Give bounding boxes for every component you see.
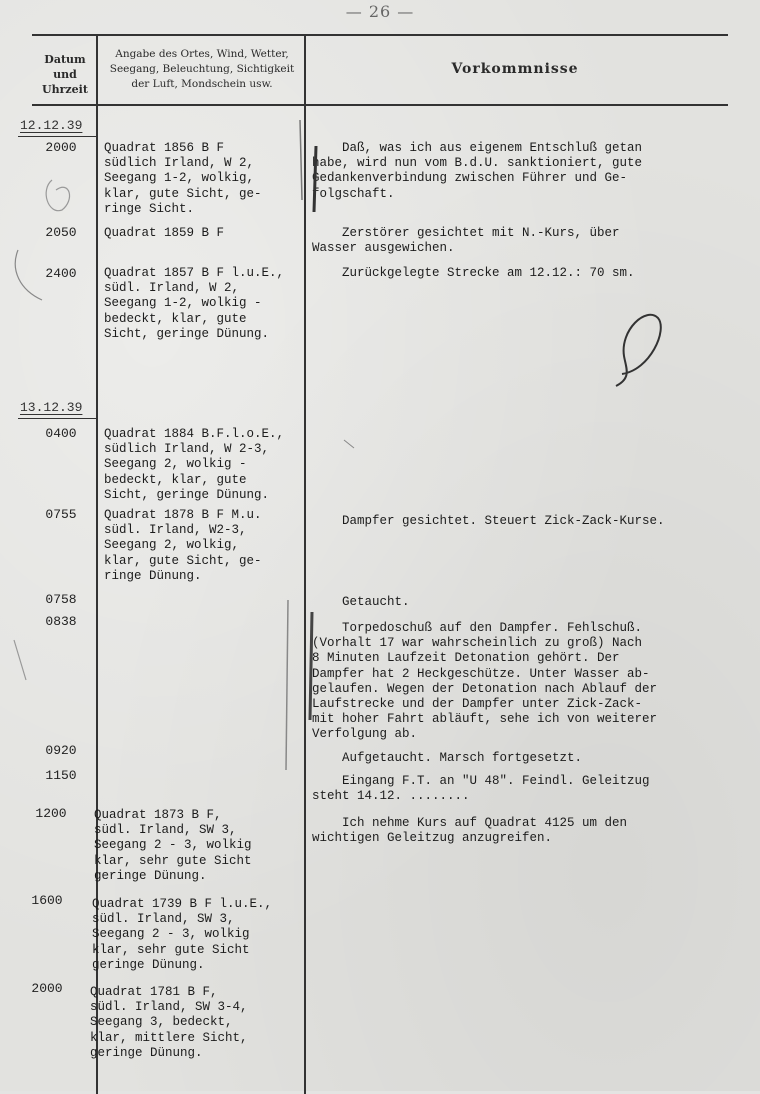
entry-place: Quadrat 1873 B F, südl. Irland, SW 3, Seegang 2 - 3, wolkig klar, sehr gute Sicht geringe Dünung. [94,808,252,883]
date-label: 13.12.39 [20,400,83,415]
entry-time: 0920 [45,743,77,758]
header-events: Vorkommnisse [451,61,579,77]
entry-time: 1600 [31,893,63,908]
entry-event: Getaucht. [312,595,410,609]
margin-scribble [344,440,354,448]
entry-place: Quadrat 1884 B.F.l.o.E., südlich Irland, W 2-3, Seegang 2, wolkig - bedeckt, klar, gute Sicht, geringe Dünung. [104,427,285,502]
header-place-weather: Angabe des Ortes, Wind, Wetter, Seegang, Beleuchtung, Sichtigkeit der Luft, Mondschein usw. [109,48,295,90]
entry-event: Zurückgelegte Strecke am 12.12.: 70 sm. [312,266,635,280]
entry-time: 1200 [35,806,67,821]
entry-time: 2050 [45,225,77,240]
margin-scribble [15,250,42,300]
entry-event: Eingang F.T. an "U 48". Feindl. Geleitzug steht 14.12. ........ [312,774,650,804]
entry-event: Zerstörer gesichtet mit N.-Kurs, über Wasser ausgewichen. [312,226,620,256]
margin-scribble [14,640,26,680]
entry-place: Quadrat 1856 B F südlich Irland, W 2, Seegang 1-2, wolkig, klar, gute Sicht, ge- ringe Sicht. [104,141,262,216]
entry-event: Ich nehme Kurs auf Quadrat 4125 um den wichtigen Geleitzug anzugreifen. [312,816,628,846]
entry-time: 1150 [45,768,77,783]
entry-place: Quadrat 1781 B F, südl. Irland, SW 3-4, Seegang 3, bedeckt, klar, mittlere Sicht, geringe Dünung. [90,985,248,1060]
entry-time: 2400 [45,266,77,281]
entry-event: Torpedoschuß auf den Dampfer. Fehlschuß. (Vorhalt 17 war wahrscheinlich zu groß) Nach 8 Minuten Laufzeit Detonation gehört. Der Dampfer hat 2 Heckgeschütze. Unter Wasser ab- gelaufen. Wegen der Detonation nach Ablauf der Laufstrecke und der Dampfer unter Zick-Zack- mit hoher Fahrt abläuft, sehe ich von weiterer Verfolgung ab. [312,621,658,742]
entry-event: Dampfer gesichtet. Steuert Zick-Zack-Kurse. [312,514,665,528]
margin-scribble [46,180,69,211]
margin-pencil-bracket [314,146,316,212]
margin-pencil-bracket [310,612,312,720]
entry-time: 2000 [31,981,63,996]
page-number: — 26 — [345,2,415,21]
entry-place: Quadrat 1859 B F [104,226,225,240]
entry-event: Aufgetaucht. Marsch fortgesetzt. [312,751,583,765]
margin-pencil-stroke [286,600,288,770]
entry-time: 2000 [45,140,77,155]
margin-pencil-stroke [300,120,302,200]
entry-time: 0838 [45,614,77,629]
header-date-time: Datum und Uhrzeit [42,53,88,96]
handwritten-initial-mark [616,315,661,386]
date-label: 12.12.39 [20,118,83,133]
entry-time: 0758 [45,592,77,607]
entry-place: Quadrat 1739 B F l.u.E., südl. Irland, SW 3, Seegang 2 - 3, wolkig klar, sehr gute Sicht geringe Dünung. [92,897,273,972]
entry-time: 0400 [45,426,77,441]
entry-place: Quadrat 1857 B F l.u.E., südl. Irland, W 2, Seegang 1-2, wolkig - bedeckt, klar, gute Sicht, geringe Dünung. [104,266,285,341]
entry-time: 0755 [45,507,77,522]
entry-event: Daß, was ich aus eigenem Entschluß getan habe, wird nun vom B.d.U. sanktioniert, gute Gedankenverbindung zwischen Führer und Ge- folgschaft. [312,141,643,201]
entry-place: Quadrat 1878 B F M.u. südl. Irland, W2-3, Seegang 2, wolkig, klar, gute Sicht, ge- ringe Dünung. [104,508,262,583]
